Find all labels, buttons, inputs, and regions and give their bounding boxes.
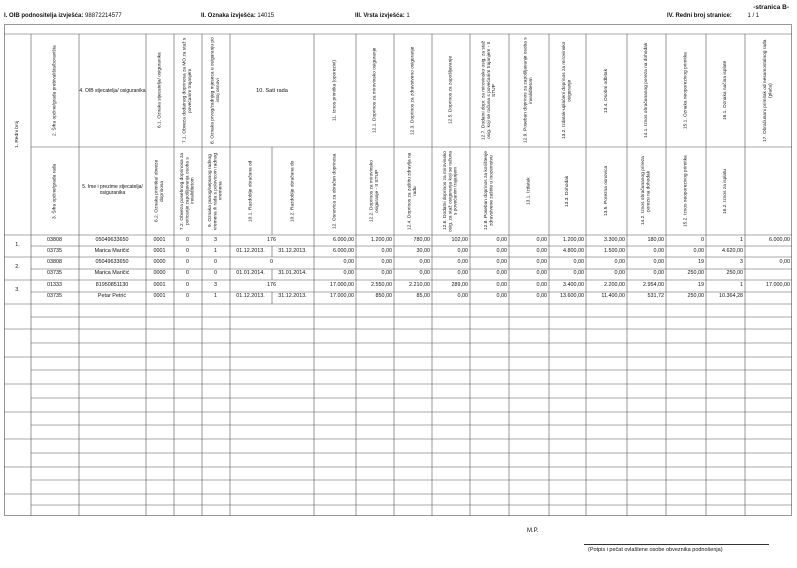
report-type: III. Vrsta izvješća: 1 (355, 13, 410, 19)
page-number: IV. Redni broj stranice: 1 / 1 (667, 13, 760, 19)
col-5: 5. Ime i prezime stjecatelja/ osiguranika (82, 184, 143, 196)
cell-top-sati: 0 (270, 259, 273, 265)
col-17: 17. Obračunani primitak od nesamostalnog rada (plaća) (763, 39, 774, 142)
cell-bot-c62: 0001 (153, 293, 166, 299)
cell-top-c161: 1 (740, 237, 743, 243)
cell-bot-c135: 11.400,00 (601, 293, 625, 299)
cell-bot-c122: 850,00 (375, 293, 392, 299)
cell-top-c125: 289,00 (451, 282, 468, 288)
col-16-1: 16.1. Oznaka načina isplate (722, 60, 728, 121)
cell-bot-c126: 0,00 (457, 270, 468, 276)
signature-line (584, 544, 769, 545)
cell-top-c134: 3.300,00 (604, 237, 625, 243)
cell-top-c8: 3 (214, 237, 217, 243)
cell-bot-do: 31.12.2013. (278, 293, 307, 299)
oib-submitter: I. OIB podnositelja izvješća: 98872214577 (4, 13, 122, 19)
cell-top-c141: 180,00 (647, 237, 664, 243)
cell-bot-ime: Petar Petrić (97, 293, 127, 299)
cell-top-c129: 0,00 (536, 259, 547, 265)
cell-bot-od: 01.12.2013. (236, 293, 265, 299)
cell-top-c61: 0000 (153, 259, 166, 265)
cell-bot-c152: 0,00 (693, 248, 704, 254)
cell-top-c71: 0 (186, 259, 189, 265)
cell-top-c151: 19 (698, 259, 704, 265)
cell-top-c8: 0 (214, 259, 217, 265)
cell-bot-c162: 250,00 (726, 270, 743, 276)
cell-bot-sifra: 03735 (47, 270, 62, 276)
cell-bot-c133: 4.800,00 (563, 248, 584, 254)
cell-bot-c9: 0 (214, 270, 217, 276)
col-12: 12. Osnovica za obračun doprinosa (332, 153, 338, 229)
cell-bot-c131: 0,00 (536, 248, 547, 254)
cell-top-c125: 102,00 (451, 237, 468, 243)
row-number: 2. (15, 264, 20, 270)
cell-top-oib: 05049633650 (95, 259, 129, 265)
col-10-1: 10.1. Razdoblje obračuna od (248, 160, 254, 222)
cell-top-c125: 0,00 (457, 259, 468, 265)
col-12-6: 12.6. Dodatni doprinos za mirovinsko osig. za staž osiguranja koji se računa s povećanim trajanjem (442, 150, 459, 232)
cell-bot-c62: 0001 (153, 248, 166, 254)
cell-top-sati: 176 (267, 237, 276, 243)
cell-bot-c142: 531,72 (647, 293, 664, 299)
cell-bot-c131: 0,00 (536, 293, 547, 299)
cell-bot-c133: 13.600,00 (560, 293, 584, 299)
cell-bot-c142: 0,00 (653, 248, 664, 254)
cell-top-c71: 0 (186, 237, 189, 243)
col-15-1: 15.1. Oznaka neoporezivog primitka (683, 52, 689, 129)
cell-top-c134: 2.200,00 (604, 282, 625, 288)
col-6-2: 6.2. Oznaka primitka/ obveze doprinosa (154, 159, 165, 223)
cell-bot-c128: 0,00 (496, 248, 507, 254)
cell-bot-c126: 0,00 (457, 293, 468, 299)
col-9: 9. Oznaka punog/nepunog radnog vremena ili rada s polovicom radnog vremena (207, 152, 224, 230)
cell-top-c8: 3 (214, 282, 217, 288)
col-redni-broj: 1. Redni broj (14, 120, 20, 149)
cell-bot-sifra: 03735 (47, 293, 62, 299)
cell-top-c17: 0,00 (779, 259, 790, 265)
col-13-1: 13.1. Izdatak (526, 177, 532, 205)
col-12-8: 12.8. Poseban doprinos za korištenje zdravstvene zaštite u inozemstvu (484, 151, 495, 231)
cell-bot-c72: 0 (186, 270, 189, 276)
report-mark: II. Oznaka izvješća: 14015 (201, 13, 275, 19)
cell-bot-od: 01.01.2014. (236, 270, 265, 276)
cell-top-c61: 0001 (153, 237, 166, 243)
cell-top-c151: 19 (698, 282, 704, 288)
cell-top-c17: 6.000,00 (769, 237, 790, 243)
cell-top-c17: 17.000,00 (766, 282, 790, 288)
cell-bot-c135: 0,00 (614, 270, 625, 276)
cell-top-sifra: 01333 (47, 282, 62, 288)
cell-bot-c122: 0,00 (381, 270, 392, 276)
cell-top-sifra: 03808 (47, 237, 62, 243)
cell-top-c134: 0,00 (614, 259, 625, 265)
cell-top-c127: 0,00 (496, 282, 507, 288)
col-14-2: 14.2. Iznos obračunanog prireza porezu na dohodak (641, 156, 652, 226)
signature-caption: (Potpis i pečat ovlaštene osobe obveznika podnošenja) (588, 547, 723, 553)
col-7-2: 7.2. Obveza posebnog doprinosa za poticanje zapošljavanja osoba s invaliditetom (179, 152, 196, 230)
report-header (4, 13, 792, 21)
cell-top-c11: 0,00 (343, 259, 354, 265)
cell-top-oib: 05049633650 (95, 237, 129, 243)
col-13-2: 13.2. Izdatak-uplaćeni doprinos za mirovinsko osiguranje (562, 41, 573, 140)
cell-top-c129: 0,00 (536, 237, 547, 243)
col-12-9: 12.9. Poseban doprinos za zapošljavanje osoba s invaliditetom (523, 37, 534, 144)
cell-bot-c128: 0,00 (496, 293, 507, 299)
col-12-4: 12.4. Doprinos za zaštitu zdravlja na radu (407, 152, 418, 230)
cell-top-c132: 0,00 (573, 259, 584, 265)
cell-bot-c72: 0 (186, 248, 189, 254)
cell-top-c61: 0001 (153, 282, 166, 288)
col-12-1: 12.1. Doprinos za mirovinsko osiguranje (372, 47, 378, 134)
cell-top-c161: 1 (740, 282, 743, 288)
cell-top-c11: 17.000,00 (330, 282, 354, 288)
col-8: 8. Oznaka prvog/zadnjeg mjeseca u osiguranju po istoj osnovi (210, 37, 221, 144)
cell-top-c121: 0,00 (381, 259, 392, 265)
cell-top-c129: 0,00 (536, 282, 547, 288)
cell-bot-c142: 0,00 (653, 270, 664, 276)
cell-bot-od: 01.12.2013. (236, 248, 265, 254)
cell-bot-c133: 0,00 (573, 270, 584, 276)
cell-top-c141: 2.954,00 (643, 282, 664, 288)
cell-bot-c135: 1.500,00 (604, 248, 625, 254)
cell-bot-c128: 0,00 (496, 270, 507, 276)
col-15-2: 15.2. Iznos neoporezivog primitka (683, 155, 689, 227)
cell-bot-c131: 0,00 (536, 270, 547, 276)
cell-bot-c12: 0,00 (343, 270, 354, 276)
col-3: 3. Šifra općine/grada rada (52, 163, 58, 219)
cell-top-c123: 0,00 (419, 259, 430, 265)
col-12-7: 12.7. Dodatni dopr. za mirovinsko osig. za staž osig. koji se računa s povećanim trajanjem - II STUP (481, 40, 498, 141)
col-11: 11. Iznos primitka (oporezivi) (332, 60, 338, 121)
cell-top-c71: 0 (186, 282, 189, 288)
cell-top-c123: 780,00 (413, 237, 430, 243)
cell-bot-c162: 4.620,00 (722, 248, 743, 254)
col-13-4: 13.4. Osobni odbitak (603, 68, 609, 113)
cell-top-c127: 0,00 (496, 237, 507, 243)
cell-bot-c72: 0 (186, 293, 189, 299)
cell-top-oib: 81950851130 (95, 282, 129, 288)
cell-top-c121: 1.200,00 (371, 237, 392, 243)
cell-top-c127: 0,00 (496, 259, 507, 265)
cell-bot-c152: 250,00 (687, 293, 704, 299)
col-13-5: 13.5. Porezna osnovica (603, 165, 609, 217)
cell-top-c161: 3 (740, 259, 743, 265)
cell-top-sati: 176 (267, 282, 276, 288)
cell-bot-do: 31.01.2014. (278, 270, 307, 276)
col-12-5: 12.5. Doprinos za zapošljavanje (448, 56, 454, 125)
col-7-1: 7.1. Obveza dodatnog doprinosa za MO za staž s povećanim trajanjem (182, 37, 193, 144)
col-10: 10. Sati rada (256, 87, 288, 94)
cell-bot-c122: 0,00 (381, 248, 392, 254)
cell-top-c132: 3.400,00 (563, 282, 584, 288)
cell-top-c132: 1.200,00 (563, 237, 584, 243)
cell-bot-ime: Marica Maričić (94, 270, 130, 276)
cell-bot-c9: 1 (214, 248, 217, 254)
col-4: 4. OIB stjecatelja/ osiguranika (79, 87, 146, 94)
col-16-2: 16.2. Iznos za isplatu (722, 168, 728, 214)
cell-top-c141: 0,00 (653, 259, 664, 265)
col-10-2: 10.2. Razdoblje obračuna do (290, 160, 296, 222)
cell-bot-do: 31.12.2013. (278, 248, 307, 254)
cell-bot-c162: 10.364,28 (719, 293, 743, 299)
cell-bot-c124: 0,00 (419, 270, 430, 276)
col-13-3: 13.3. Dohodak (564, 175, 570, 207)
row-number: 1. (15, 242, 20, 248)
cell-bot-sifra: 03735 (47, 248, 62, 254)
page-label: -stranica B- (753, 4, 789, 11)
cell-bot-c62: 0000 (153, 270, 166, 276)
col-12-2: 12.2. Doprinos za mirovinsko osiguranje - II STUP (369, 160, 380, 222)
cell-bot-c126: 0,00 (457, 248, 468, 254)
cell-bot-c12: 6.000,00 (333, 248, 354, 254)
cell-bot-ime: Marica Maričić (94, 248, 130, 254)
col-14-1: 14.1. Iznos obračunanog poreza na dohodak (643, 42, 649, 139)
cell-bot-c152: 250,00 (687, 270, 704, 276)
col-12-3: 12.3. Doprinos za zdravstveno osiguranje (410, 46, 416, 135)
col-6-1: 6.1. Oznaka stjecatelja/ osiguranika (157, 52, 163, 129)
cell-bot-c9: 1 (214, 293, 217, 299)
cell-bot-c124: 85,00 (416, 293, 430, 299)
row-number: 3. (15, 287, 20, 293)
cell-top-c151: 0 (701, 237, 704, 243)
cell-top-sifra: 03808 (47, 259, 62, 265)
cell-top-c123: 2.210,00 (409, 282, 430, 288)
col-2: 2. Šifra općine/grada prebivališta/boravišta (52, 45, 58, 136)
cell-top-c11: 6.000,00 (333, 237, 354, 243)
cell-top-c121: 2.550,00 (371, 282, 392, 288)
cell-bot-c12: 17.000,00 (330, 293, 354, 299)
stamp-mark: M.P. (527, 528, 539, 534)
cell-bot-c124: 30,00 (416, 248, 430, 254)
